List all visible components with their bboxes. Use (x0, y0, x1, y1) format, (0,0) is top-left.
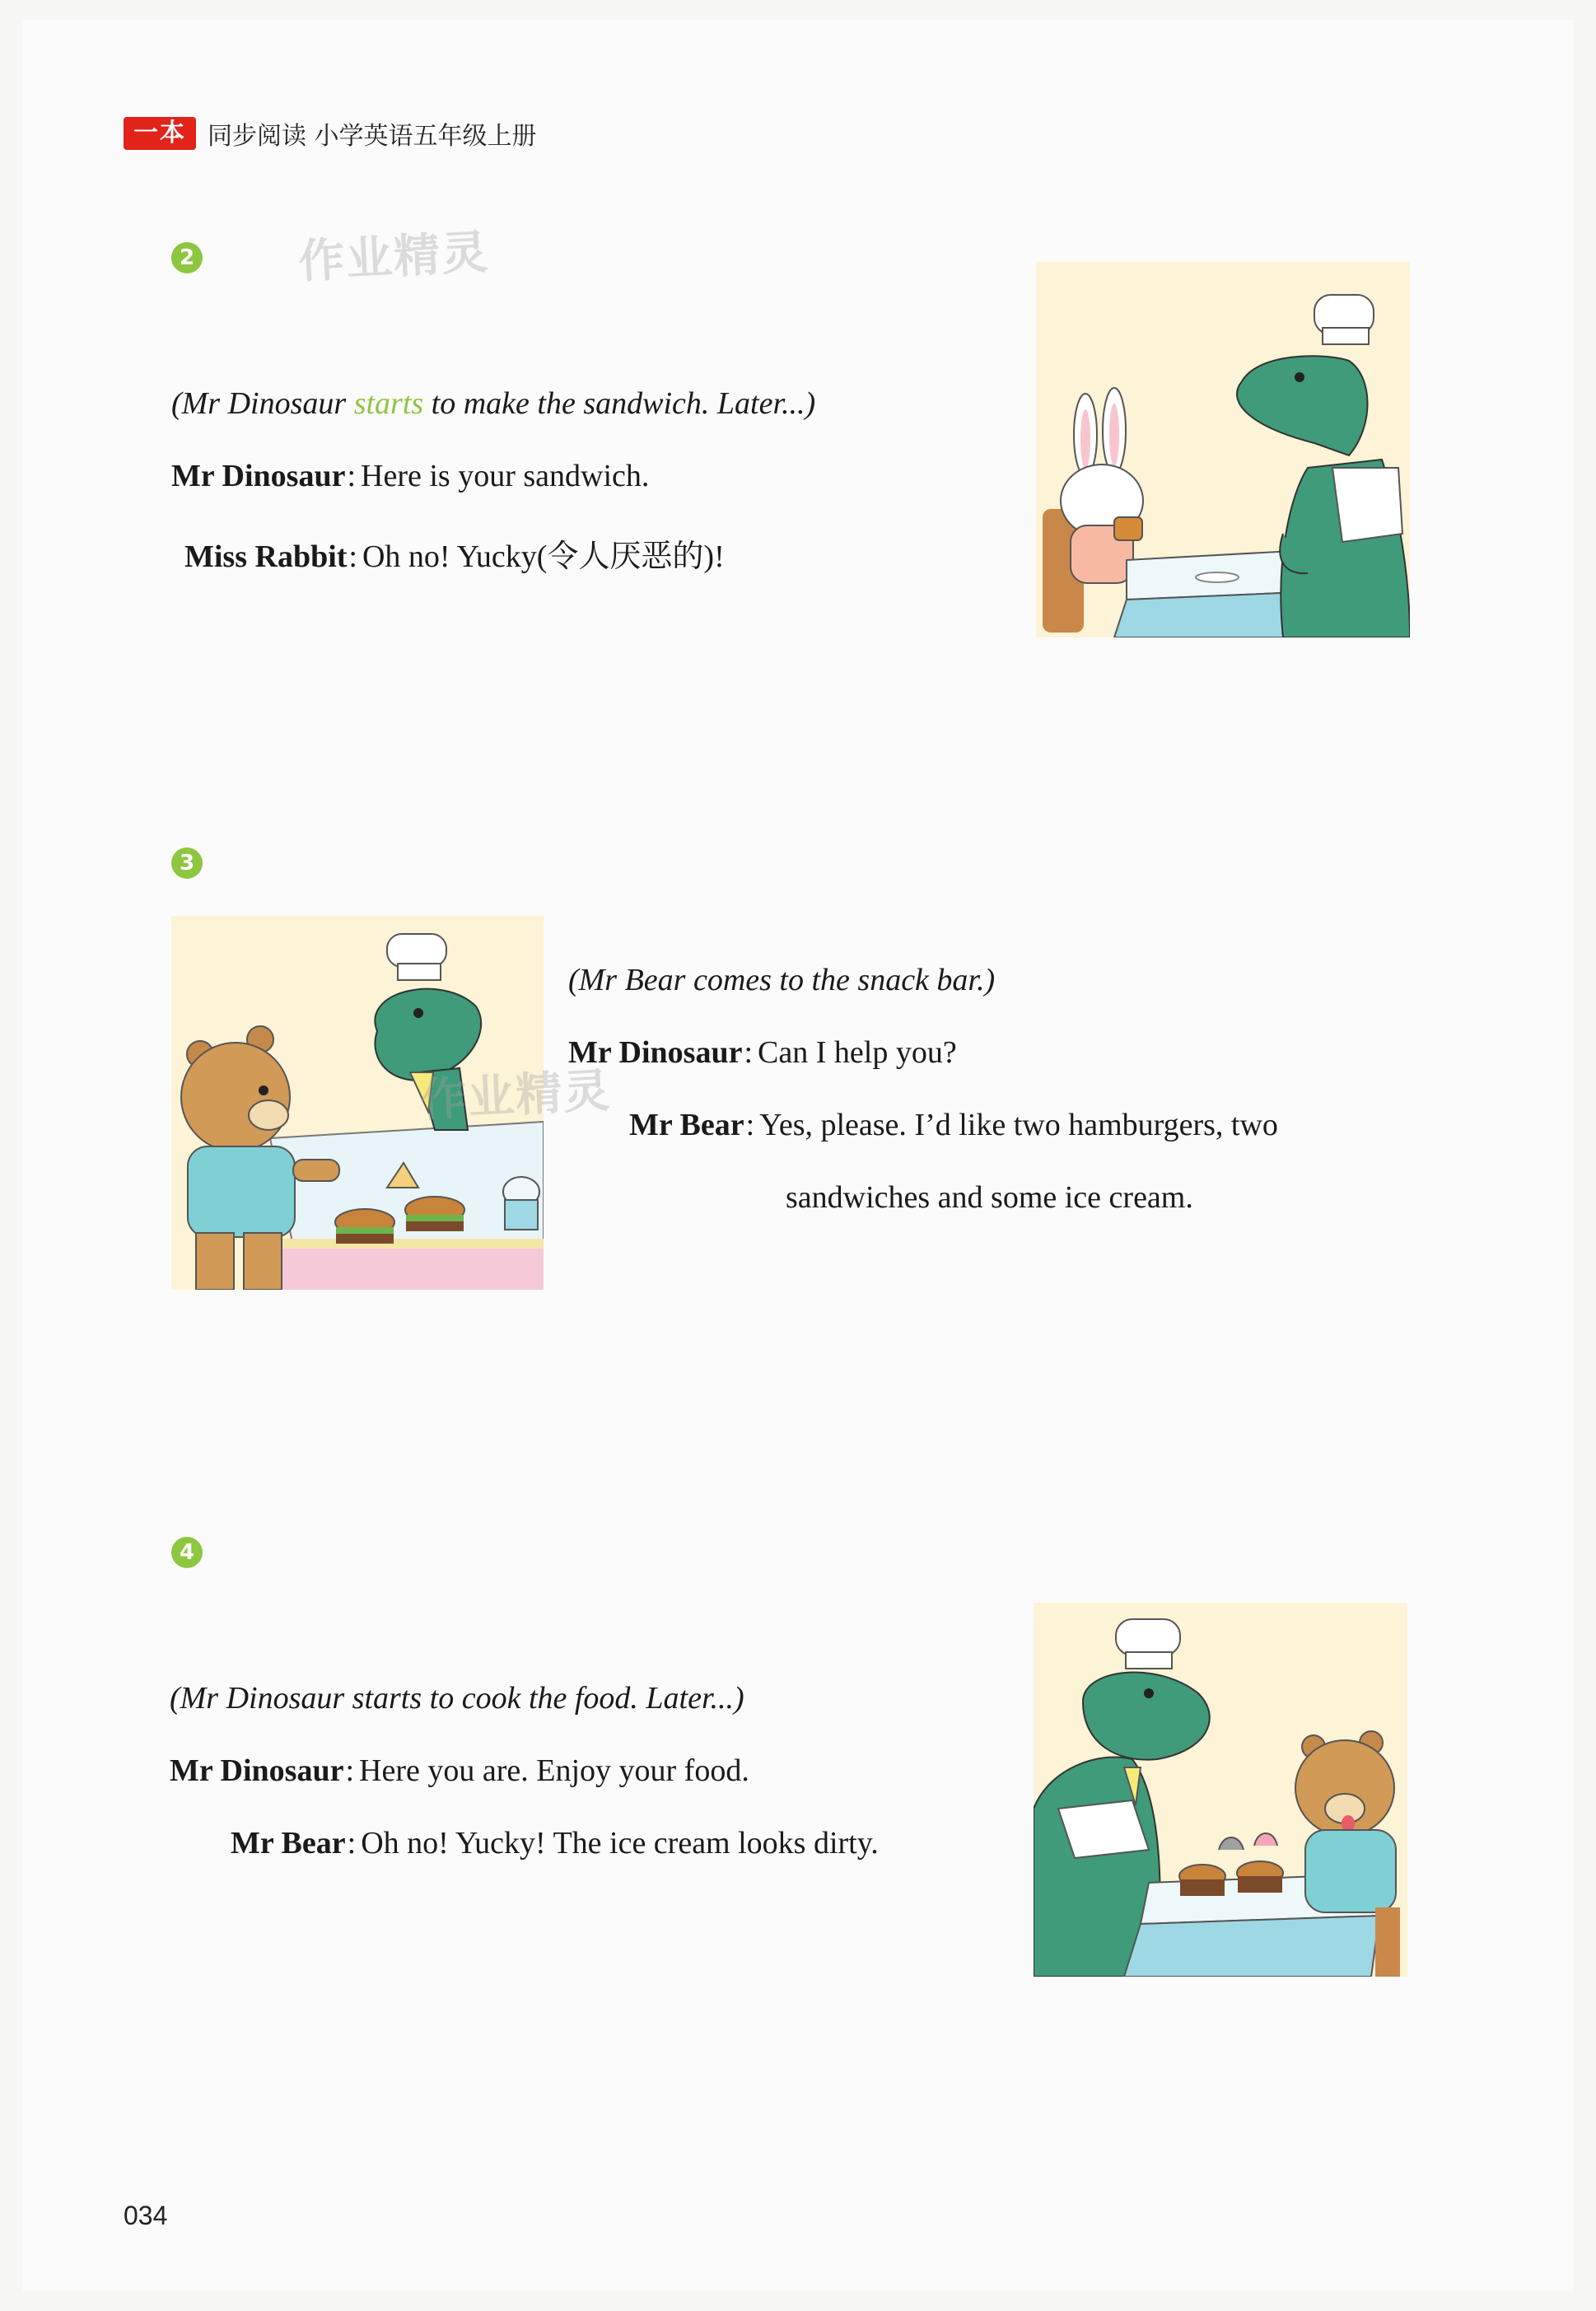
speech: Yes, please. I’d like two hamburgers, two (759, 1108, 1278, 1142)
speaker: Mr Dinosaur (568, 1035, 743, 1070)
stage-direction: (Mr Dinosaur starts to cook the food. Later...) (170, 1681, 744, 1716)
dialogue-line: Mr Dinosaur: Here is your sandwich. (171, 459, 650, 493)
speaker: Miss Rabbit (184, 539, 348, 574)
speech: Here is your sandwich. (361, 459, 650, 493)
dialogue-line: Mr Dinosaur: Here you are. Enjoy your food. (170, 1753, 749, 1788)
speech: Can I help you? (758, 1035, 957, 1070)
dialogue-line: Miss Rabbit: Oh no! Yucky(令人厌恶的)! (184, 539, 725, 574)
section-number: 2 (171, 242, 203, 273)
book-title: 同步阅读 小学英语五年级上册 (208, 122, 537, 151)
section-number: 3 (171, 847, 203, 879)
brand-logo: 一本 (124, 117, 196, 150)
page-number: 034 (124, 2201, 168, 2230)
speech: Oh no! Yucky! The ice cream looks dirty. (361, 1826, 879, 1860)
speech: Here you are. Enjoy your food. (359, 1753, 749, 1788)
dialogue-line: Mr Bear: Oh no! Yucky! The ice cream looks dirty. (231, 1826, 879, 1860)
speaker: Mr Bear (629, 1108, 744, 1142)
watermark: 作业精灵 (296, 225, 491, 290)
watermark: 作业精灵 (418, 1063, 613, 1128)
illustration-dinosaur-bear-food (1034, 1603, 1407, 1977)
page-header (124, 115, 537, 152)
stage-direction: (Mr Bear comes to the snack bar.) (568, 963, 996, 997)
dialogue-line: Mr Dinosaur: Can I help you? (568, 1035, 957, 1070)
section-number: 4 (171, 1537, 203, 1568)
highlight-word: starts (353, 386, 424, 421)
illustration-dinosaur-rabbit (1036, 262, 1410, 637)
dialogue-line: Mr Bear: Yes, please. I’d like two hamburgers, two (629, 1108, 1278, 1142)
dialogue-line (786, 1179, 1193, 1216)
stage-direction: (Mr Dinosaur starts to make the sandwich. Later...) (171, 386, 816, 421)
speaker: Mr Dinosaur (170, 1753, 344, 1788)
speaker: Mr Bear (231, 1826, 346, 1860)
speaker: Mr Dinosaur (171, 459, 346, 493)
speech: sandwiches and some ice cream. (786, 1180, 1193, 1215)
speech: Oh no! Yucky(令人厌恶的)! (362, 539, 725, 574)
